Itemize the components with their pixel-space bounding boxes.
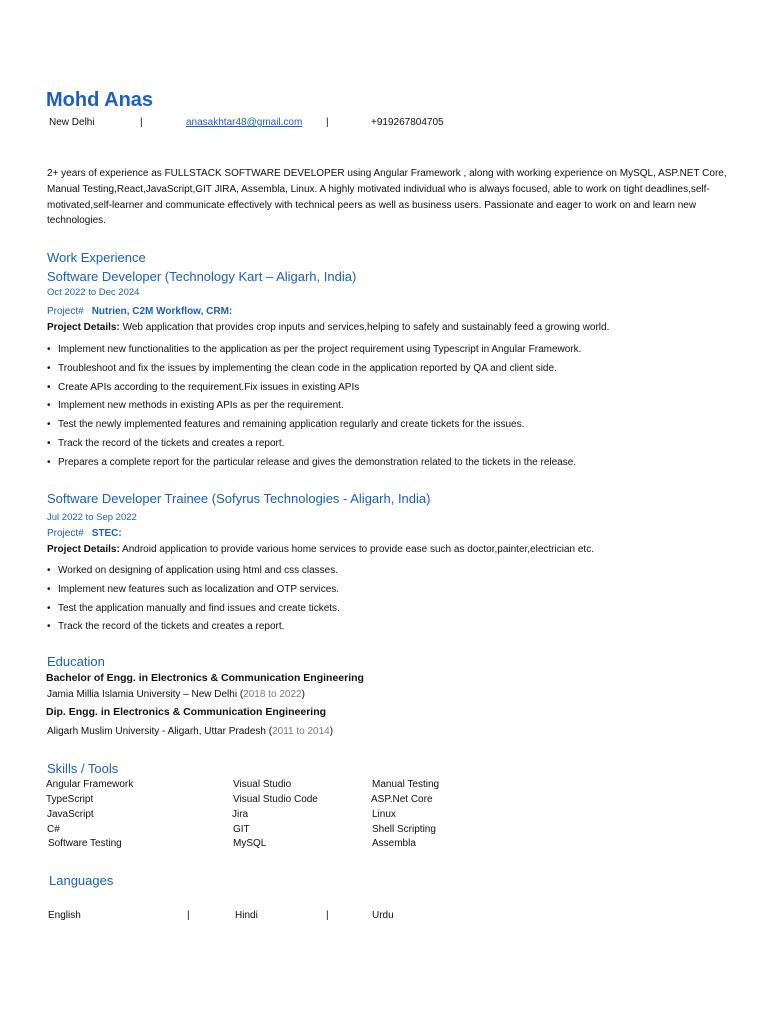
separator: | <box>326 117 329 128</box>
separator: | <box>187 910 190 921</box>
skill-item: TypeScript <box>46 794 94 805</box>
professional-summary: 2+ years of experience as FULLSTACK SOFTWARE DEVELOPER using Angular Framework , along with working experience on MySQL, ASP.NET Core, Manual Testing,React,JavaScript,GIT JIRA, Assembla, Linux. A highly motivated individual who is always focused, able to work on tight deadlines,self-motivated,self-learner and communicate effectively with technical peers as well as business users. Passionate and eager to work on and learn new technologies. <box>47 168 727 227</box>
project-line <box>47 528 122 539</box>
study-years: 2018 to 2022 <box>243 689 302 700</box>
skill-item: Shell Scripting <box>372 824 436 835</box>
job-dates: Oct 2022 to Dec 2024 <box>47 287 140 298</box>
list-item: • Track the record of the tickets and creates a report. <box>47 435 581 454</box>
skill-item: Assembla <box>372 838 416 849</box>
skill-item: GIT <box>233 824 250 835</box>
list-item: • Test the newly implemented features and remaining application regularly and create tickets for the issues. <box>47 416 581 435</box>
list-item: • Create APIs according to the requirement.Fix issues in existing APIs <box>47 379 581 398</box>
project-details <box>47 322 609 333</box>
language-item: English <box>48 910 81 921</box>
list-item: • Troubleshoot and fix the issues by implementing the clean code in the application reported by QA and client side. <box>47 360 581 379</box>
job-title: Software Developer (Technology Kart – Aligarh, India) <box>47 269 357 284</box>
separator: | <box>326 910 329 921</box>
email-link[interactable]: anasakhtar48@gmail.com <box>186 117 303 128</box>
list-item: • Worked on designing of application using html and css classes. <box>47 562 340 581</box>
skills-heading: Skills / Tools <box>47 761 119 776</box>
project-details-text: Web application that provides crop inputs and services,helping to safely and sustainably feed a growing world. <box>122 322 610 333</box>
language-item: Hindi <box>235 910 258 921</box>
languages-heading: Languages <box>49 873 114 888</box>
degree: Bachelor of Engg. in Electronics & Communication Engineering <box>46 672 364 684</box>
language-item: Urdu <box>372 910 394 921</box>
list-item: • Track the record of the tickets and creates a report. <box>47 618 340 637</box>
skill-item: Visual Studio <box>233 779 292 790</box>
project-label: Project# <box>47 306 84 317</box>
skill-item: C# <box>47 824 60 835</box>
job-title: Software Developer Trainee (Sofyrus Technologies - Aligarh, India) <box>47 491 431 506</box>
list-item: • Implement new methods in existing APIs as per the requirement. <box>47 397 581 416</box>
institution-name: Jamia Millia Islamia University – New Delhi ( <box>47 689 244 700</box>
project-details-text: Android application to provide various home services to provide ease such as doctor,painter,electrician etc. <box>122 544 594 555</box>
job-bullets <box>47 341 581 473</box>
list-item: • Prepares a complete report for the particular release and gives the demonstration related to the tickets in the release. <box>47 454 581 473</box>
candidate-name: Mohd Anas <box>46 89 154 111</box>
project-label: Project# <box>47 528 84 539</box>
job-bullets <box>47 562 340 637</box>
institution-name: Aligarh Muslim University - Aligarh, Uttar Pradesh ( <box>47 726 273 737</box>
skill-item: Angular Framework <box>46 779 134 790</box>
project-line <box>47 306 232 317</box>
paren-close: ) <box>301 689 305 700</box>
skill-item: Software Testing <box>48 838 122 849</box>
list-item: • Implement new features such as localization and OTP services. <box>47 581 340 600</box>
skill-item: Visual Studio Code <box>233 794 318 805</box>
skill-item: ASP.Net Core <box>371 794 433 805</box>
project-details-label: Project Details: <box>47 544 120 555</box>
project-details-label: Project Details: <box>47 322 120 333</box>
skill-item: Jira <box>232 809 249 820</box>
work-experience-heading: Work Experience <box>47 250 146 265</box>
skill-item: JavaScript <box>47 809 94 820</box>
project-name: Nutrien, C2M Workflow, CRM: <box>91 306 233 317</box>
skill-item: Manual Testing <box>372 779 440 790</box>
skill-item: Linux <box>372 809 396 820</box>
job-dates: Jul 2022 to Sep 2022 <box>47 512 137 523</box>
list-item: • Implement new functionalities to the application as per the project requirement using Typescript in Angular Framework. <box>47 341 581 360</box>
skill-item: MySQL <box>233 838 267 849</box>
list-item: • Test the application manually and find issues and create tickets. <box>47 600 340 619</box>
project-details <box>47 544 594 555</box>
project-name: STEC: <box>91 528 122 539</box>
paren-close: ) <box>329 726 334 737</box>
education-heading: Education <box>47 654 105 669</box>
phone-number: +919267804705 <box>371 117 444 128</box>
degree: Dip. Engg. in Electronics & Communication Engineering <box>46 706 327 718</box>
location: New Delhi <box>49 117 95 128</box>
separator: | <box>140 117 143 128</box>
institution <box>47 726 333 737</box>
institution <box>47 689 305 700</box>
study-years: 2011 to 2014 <box>272 726 330 737</box>
